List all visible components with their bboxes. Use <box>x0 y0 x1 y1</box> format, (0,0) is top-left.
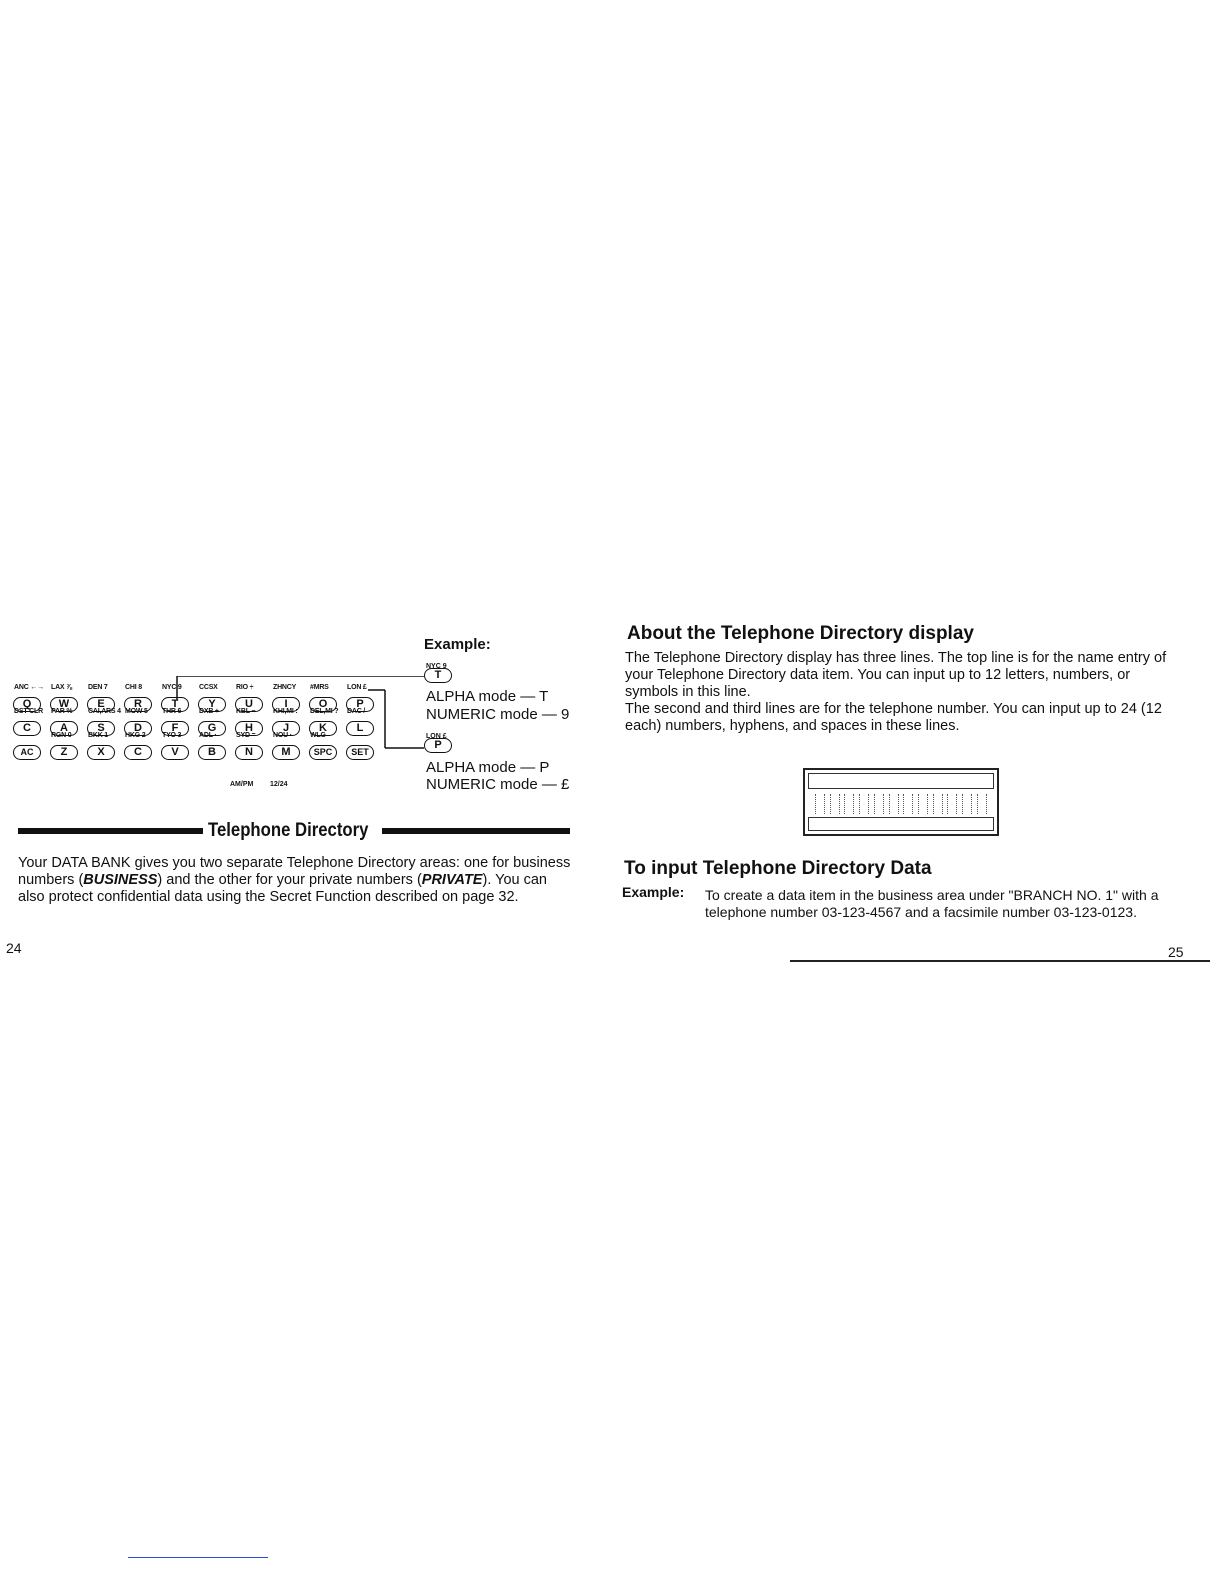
lcd-char-cell <box>962 794 972 814</box>
key-cap: SPC <box>309 745 337 760</box>
lcd-char-cell <box>815 794 825 814</box>
callout-t-key: T <box>424 668 452 683</box>
keyboard-label-1224: 12/24 <box>270 781 288 788</box>
left-page-number: 24 <box>6 940 22 956</box>
key-sub-label: DEL,MI ? <box>310 708 339 715</box>
key-sub-label: WLG <box>310 732 326 739</box>
key-cap: J <box>272 721 300 736</box>
key-sub-label: ANC ←→ <box>14 684 44 691</box>
key-sub-label: SYD = <box>236 732 256 739</box>
callout-t-sub: NYC 9 <box>426 663 447 670</box>
key-cap: T <box>161 697 189 712</box>
key-cap: E <box>87 697 115 712</box>
callout-p-key: P <box>424 738 452 753</box>
key-cap: V <box>161 745 189 760</box>
lcd-char-cell <box>859 794 869 814</box>
body-end: ). You can also protect confidential data using the Secret Function described on page 32. <box>18 872 547 905</box>
key-cap: M <box>272 745 300 760</box>
key-sub-label: PAR % <box>51 708 73 715</box>
t-alpha-mode: ALPHA mode — T <box>426 688 549 705</box>
key-sub-label: RIO ÷ <box>236 684 254 691</box>
key-cap: O <box>309 697 337 712</box>
key-sub-label: BKK 1 <box>88 732 109 739</box>
lcd-char-cell <box>903 794 913 814</box>
lcd-char-cell <box>830 794 840 814</box>
key-sub-label: #MRS <box>310 684 329 691</box>
display-paragraph-2: The second and third lines are for the telephone number. You can input up to 24 (12 each) numbers, hyphens, and spaces in these lines. <box>625 701 1162 734</box>
key-cap: K <box>309 721 337 736</box>
body-intro: Your DATA BANK gives you two separate Telephone Directory areas: one for business numbers ( <box>18 855 571 888</box>
key-cap: P <box>346 697 374 712</box>
lcd-char-cell <box>874 794 884 814</box>
key-cap: SET <box>346 745 374 760</box>
key-cap: F <box>161 721 189 736</box>
key-cap: A <box>50 721 78 736</box>
key-cap: N <box>235 745 263 760</box>
key-sub-label: CAI,ARS 4 <box>88 708 121 715</box>
connector-lines <box>170 676 430 756</box>
section-rule-right <box>382 828 570 834</box>
left-example-label: Example: <box>424 636 491 653</box>
lcd-char-cell <box>977 794 987 814</box>
key-cap: H <box>235 721 263 736</box>
keyboard-key <box>86 732 123 766</box>
key-cap: L <box>346 721 374 736</box>
key-cap: S <box>87 721 115 736</box>
key-cap: C <box>13 721 41 736</box>
keyboard-key <box>123 732 160 766</box>
callout-p-sub: LON £ <box>426 733 447 740</box>
right-example-label: Example: <box>622 884 685 900</box>
lcd-line-3 <box>808 817 994 831</box>
lcd-line-1 <box>808 773 994 789</box>
bottom-rule <box>790 960 1210 962</box>
key-cap: I <box>272 697 300 712</box>
section-title: Telephone Directory <box>208 820 369 841</box>
p-alpha-mode: ALPHA mode — P <box>426 759 550 776</box>
key-cap: D <box>124 721 152 736</box>
key-sub-label: DEN 7 <box>88 684 108 691</box>
key-sub-label: MOW 5 <box>125 708 148 715</box>
key-sub-label: KHI,MI : <box>273 708 298 715</box>
keyboard-label-ampm: AM/PM <box>230 781 254 788</box>
key-sub-label: CCSX <box>199 684 218 691</box>
key-sub-label: DST CLR <box>14 708 43 715</box>
body-business: BUSINESS <box>83 872 158 888</box>
key-cap: Q <box>13 697 41 712</box>
key-sub-label: HKG 2 <box>125 732 146 739</box>
key-cap: W <box>50 697 78 712</box>
key-cap: Y <box>198 697 226 712</box>
key-sub-label: RGN 0 <box>51 732 72 739</box>
key-sub-label: NYC 9 <box>162 684 182 691</box>
key-sub-label: CHI 8 <box>125 684 142 691</box>
body-middle: ) and the other for your private numbers ( <box>157 872 422 888</box>
right-example-text: To create a data item in the business area under "BRANCH NO. 1" with a telephone number 03-123-4567 and a facsimile number 03-123-0123. <box>705 887 1159 920</box>
keyboard-key <box>49 732 86 766</box>
key-cap: G <box>198 721 226 736</box>
lcd-display-illustration <box>803 768 999 836</box>
lcd-char-cell <box>889 794 899 814</box>
key-sub-label: THR 6 <box>162 708 182 715</box>
key-cap: Z <box>50 745 78 760</box>
key-sub-label: DXB + <box>199 708 219 715</box>
display-paragraph-1: The Telephone Directory display has three lines. The top line is for the name entry of your Telephone Directory data item. You can input up to 12 letters, numbers, or symbols in this line. <box>625 650 1167 700</box>
lcd-char-cell <box>933 794 943 814</box>
body-private: PRIVATE <box>421 872 483 888</box>
key-sub-label: LAX ⅞ <box>51 684 72 691</box>
footer-rule <box>128 1557 268 1558</box>
heading-input: To input Telephone Directory Data <box>624 858 932 879</box>
key-sub-label: KBL − <box>236 708 256 715</box>
p-numeric-mode: NUMERIC mode — £ <box>426 776 570 793</box>
key-cap: AC <box>13 745 41 760</box>
key-cap: C <box>124 745 152 760</box>
key-sub-label: DAC / <box>347 708 366 715</box>
lcd-dot-matrix <box>815 794 987 814</box>
key-sub-label: ZHNCY <box>273 684 297 691</box>
key-cap: X <box>87 745 115 760</box>
right-page-number: 25 <box>1168 944 1184 960</box>
heading-display: About the Telephone Directory display <box>627 623 974 644</box>
key-cap: U <box>235 697 263 712</box>
key-cap: R <box>124 697 152 712</box>
key-cap: B <box>198 745 226 760</box>
left-body-paragraph <box>18 855 573 906</box>
key-sub-label: ADL · <box>199 732 217 739</box>
lcd-char-cell <box>918 794 928 814</box>
lcd-char-cell <box>844 794 854 814</box>
key-sub-label: TYO 3 <box>162 732 182 739</box>
t-numeric-mode: NUMERIC mode — 9 <box>426 706 570 723</box>
lcd-char-cell <box>947 794 957 814</box>
key-sub-label: LON £ <box>347 684 367 691</box>
section-rule-left <box>18 828 203 834</box>
keyboard-key <box>12 732 49 766</box>
key-sub-label: NOU · <box>273 732 292 739</box>
